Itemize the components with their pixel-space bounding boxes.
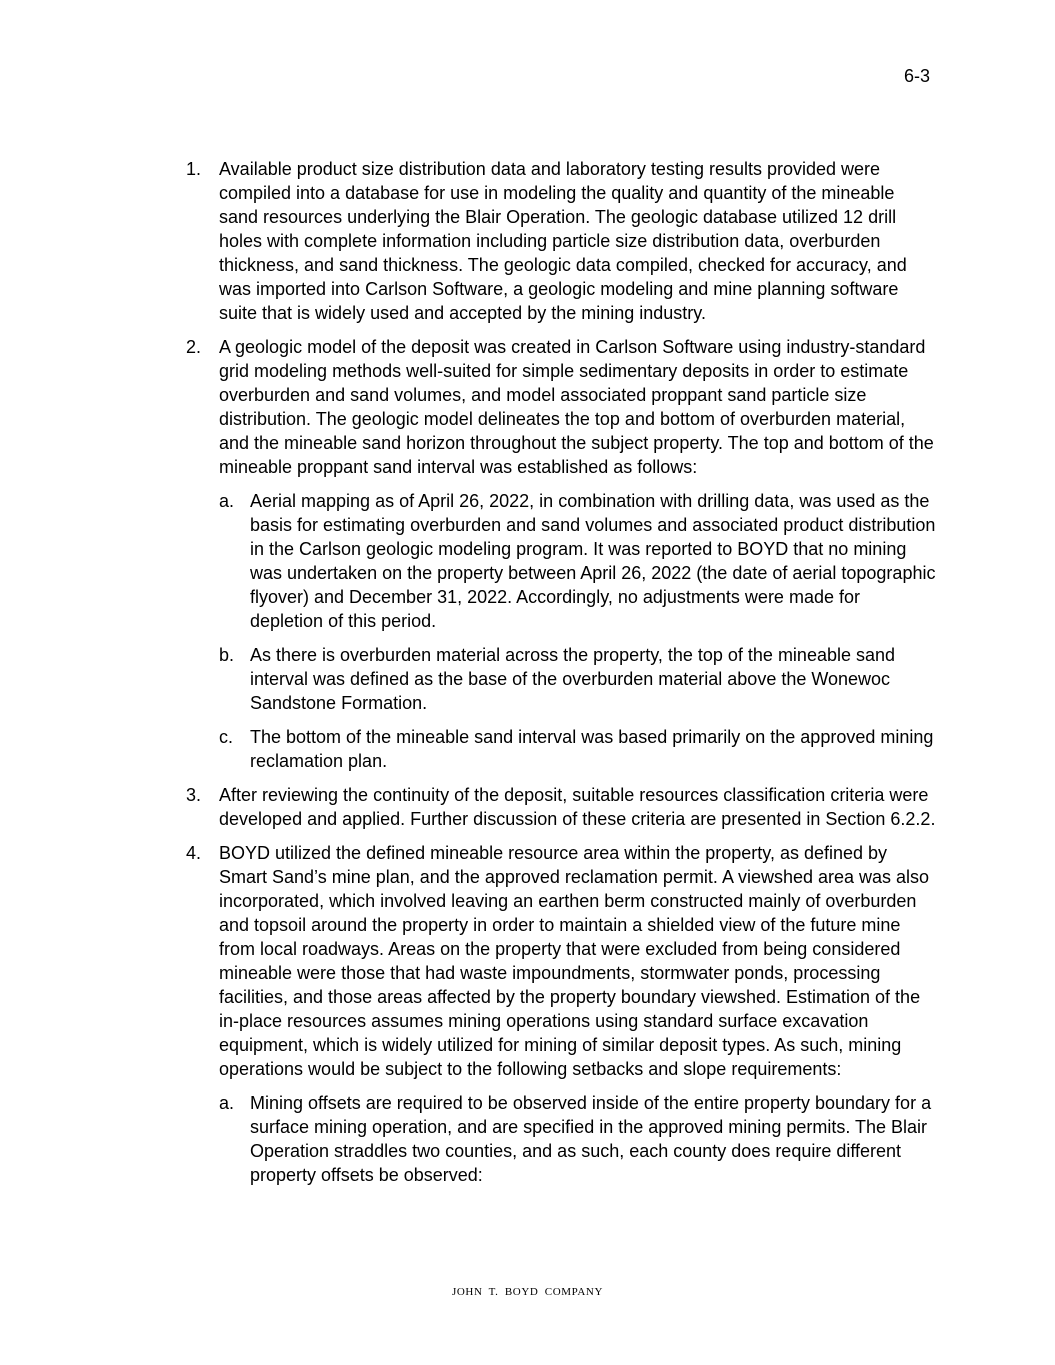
list-item — [186, 783, 936, 831]
sublist-item — [219, 1091, 936, 1187]
sublist-item-text: As there is overburden material across the property, the top of the mineable sand interval was defined as the base of the overburden material above the Wonewoc Sandstone Formation. — [250, 645, 896, 713]
page-number: 6-3 — [903, 66, 930, 86]
list-item-body — [219, 841, 936, 1187]
list-marker: 2. — [186, 337, 202, 357]
sublist-marker: a. — [219, 491, 235, 511]
sublist-item — [219, 643, 936, 715]
list-item-body — [219, 783, 936, 831]
sublist — [219, 1091, 936, 1187]
document-body — [186, 157, 936, 1197]
sublist-item-text: Aerial mapping as of April 26, 2022, in combination with drilling data, was used as the basis for estimating overburden and sand volumes and associated product distribution in the Carlson geologic modeling program. It was reported to BOYD that no mining was undertaken on the property between April 26, 2022 (the date of aerial topographic flyover) and December 31, 2022. Accordingly, no adjustments were made for depletion of this period. — [250, 491, 936, 631]
sublist-item — [219, 489, 936, 633]
list-item-text: A geologic model of the deposit was created in Carlson Software using industry-standard grid modeling methods well-suited for simple sedimentary deposits in order to estimate overburden and sand volumes, and model associated proppant sand particle size distribution. The geologic model delineates the top and bottom of overburden material, and the mineable sand horizon throughout the subject property. The top and bottom of the mineable proppant sand interval was established as follows: — [219, 337, 934, 477]
list-item-text: BOYD utilized the defined mineable resource area within the property, as defined by Smart Sand’s mine plan, and the approved reclamation permit. A viewshed area was also incorporated, which involved leaving an earthen berm constructed mainly of overburden and topsoil around the property in order to maintain a shielded view of the future mine from local roadways. Areas on the property that were excluded from being considered mineable were those that had waste impoundments, stormwater ponds, processing facilities, and those areas affected by the property boundary viewshed. Estimation of the in-place resources assumes mining operations using standard surface excavation equipment, which is widely utilized for mining of similar deposit types. As such, mining operations would be subject to the following setbacks and slope requirements: — [219, 843, 930, 1079]
list-item — [186, 335, 936, 773]
list-marker: 3. — [186, 785, 202, 805]
sublist-marker: c. — [219, 727, 234, 747]
list-item-text: Available product size distribution data and laboratory testing results provided were compiled into a database for use in modeling the quality and quantity of the mineable sand resources underlying the Blair Operation. The geologic database utilized 12 drill holes with complete information including particle size distribution data, overburden thickness, and sand thickness. The geologic data compiled, checked for accuracy, and was imported into Carlson Software, a geologic modeling and mine planning software suite that is widely used and accepted by the mining industry. — [219, 159, 907, 323]
sublist — [219, 489, 936, 773]
list-item — [186, 841, 936, 1187]
list-marker: 1. — [186, 159, 202, 179]
sublist-item — [219, 725, 936, 773]
list-marker: 4. — [186, 843, 202, 863]
list-item-text: After reviewing the continuity of the deposit, suitable resources classification criteria were developed and applied. Further discussion of these criteria are presented in Section 6.2.2. — [219, 785, 936, 829]
list-item — [186, 157, 936, 325]
sublist-item-text: Mining offsets are required to be observed inside of the entire property boundary for a surface mining operation, and are specified in the approved mining permits. The Blair Operation straddles two counties, and as such, each county does require different property offsets be observed: — [250, 1093, 932, 1185]
sublist-item-text: The bottom of the mineable sand interval was based primarily on the approved mining reclamation plan. — [250, 727, 934, 771]
sublist-marker: a. — [219, 1093, 235, 1113]
footer-company-name: JOHN T. BOYD COMPANY — [452, 1286, 603, 1298]
list-item-body — [219, 157, 936, 325]
list-item-body — [219, 335, 936, 773]
sublist-marker: b. — [219, 645, 235, 665]
